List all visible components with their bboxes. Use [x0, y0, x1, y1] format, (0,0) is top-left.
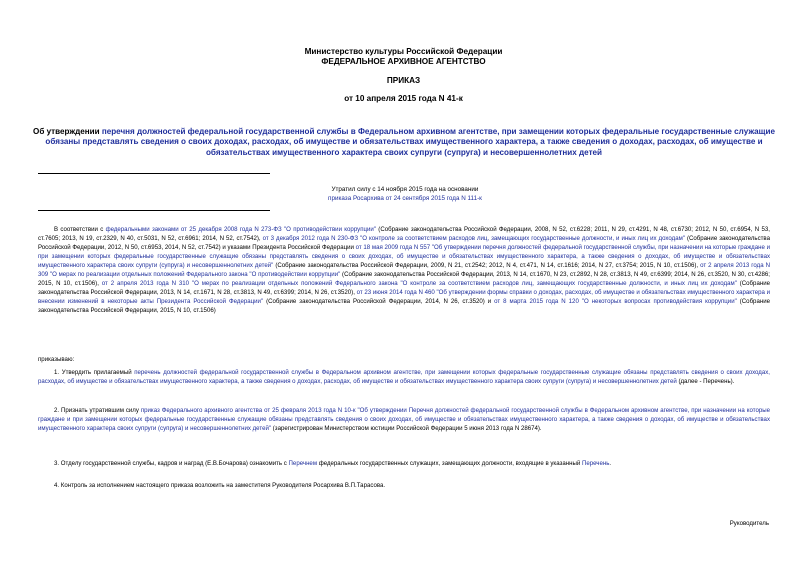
perechen-link[interactable]: перечень должностей федеральной государственной службы в Федеральном архивном агентстве, при замещении которых федеральные государственные служащие обязаны представлять сведения о своих доходах, расходах, об имуществе и обязательствах имущественного характера, а также сведения о доходах, расходах, об имуществе и обязательствах имущественного характера своих супруги (супруга) и несовершеннолетних детей — [38, 369, 770, 385]
preamble-text: (Собрание законодательства Российской Федерации, 2015, N 10, ст.1506) — [38, 298, 770, 314]
law-230-link[interactable]: от 3 декабря 2012 года N 230-ФЗ "О контроле за соответствием расходов лиц, замещающих государственные должности, и иных лиц их доходам" — [262, 235, 685, 242]
item-text: . — [609, 460, 612, 467]
divider-top — [38, 173, 270, 174]
decree-120-link[interactable]: от 8 марта 2015 года N 120 "О некоторых вопросах противодействия коррупции" — [494, 298, 737, 305]
preamble-text: (Собрание законодательства Российской Федерации, 2012, N 50, ст.6953, 2014, N 52, ст.7542) и указами Президента Российской Федерации — [38, 235, 770, 251]
agency-name: ФЕДЕРАЛЬНОЕ АРХИВНОЕ АГЕНТСТВО — [321, 57, 486, 66]
item-1 — [38, 368, 770, 386]
law-273-link[interactable]: федеральными законами от 25 декабря 2008 года N 273-ФЗ "О противодействии коррупции" — [105, 226, 376, 233]
item-text: федеральных государственных служащих, замещающих должности, входящие в указанный — [317, 460, 582, 467]
signature-title: Руководитель — [729, 520, 769, 527]
decree-310-link[interactable]: от 2 апреля 2013 года N 310 "О мерах по реализации отдельных положений Федерального закона "О контроле за соответствием расходов лиц, замещающих государственные должности, и иных лиц их доходам" — [101, 280, 737, 287]
preamble-text: (Собрание законодательства Российской Федерации, 2013, N 14, ст.1670, N 23, ст.2892, N 28, ст.3813, N 49, ст.6399; 2014, N 26, ст.3520, N 30, ст.4286; 2015, N 10, ст.1506), — [38, 271, 770, 287]
item-2 — [38, 406, 770, 433]
repeal-note-text: Утратил силу с 14 ноября 2015 года на основании — [331, 186, 479, 193]
preamble-text: В соответствии с — [54, 226, 106, 233]
repeal-note — [300, 185, 510, 203]
item-text: 1. Утвердить прилагаемый — [54, 369, 135, 376]
perechen-link[interactable]: Перечнем — [288, 460, 318, 467]
order-10k-link[interactable]: приказ Федерального архивного агентства от 25 февраля 2013 года N 10-к "Об утверждении Перечня должностей федеральной государственной службы в Федеральном архивном агентстве, при назначении на которые граждане и при замещении которых федеральные государственные служащие обязаны представлять сведения о своих доходах, об имуществе и обязательствах имущественного характера, а также сведения о доходах, об имуществе и обязательствах имущественного характера своих супруги (супруга) и несовершеннолетних детей" — [38, 407, 770, 432]
item-3 — [38, 459, 770, 468]
doc-title — [24, 127, 784, 158]
doc-date-number: от 10 апреля 2015 года N 41-к — [344, 94, 463, 103]
item-4 — [38, 481, 770, 490]
item-text: 4. Контроль за исполнением настоящего приказа возложить на заместителя Руководителя Росархива В.П.Тарасова. — [54, 482, 386, 489]
item-text: 3. Отделу государственной службы, кадров и наград (Е.В.Бочарова) ознакомить с — [54, 460, 289, 467]
divider-bottom — [38, 210, 270, 211]
decree-309-link[interactable]: от 2 апреля 2013 года N 309 "О мерах по реализации отдельных положений Федерального закона "О противодействии коррупции" — [38, 262, 771, 278]
doc-header — [0, 47, 807, 104]
preamble — [38, 225, 770, 315]
item-text: (далее - Перечень). — [676, 378, 735, 385]
preamble-text: (Собрание законодательства Российской Федерации, 2014, N 26, ст.3520) и — [263, 298, 495, 305]
perechen-link[interactable]: Перечень — [581, 460, 610, 467]
item-text: 2. Признать утратившим силу — [54, 407, 141, 414]
preamble-text: (Собрание законодательства Российской Федерации, 2008, N 52, ст.6228; 2011, N 29, ст.4291, N 48, ст.6730; 2012, N 50, ст.6954, N 53, ст.7605; 2013, N 19, ст.2329, N 40, ст.5031, N 52, ст.6961; 2014, N 52, ст.7542), — [38, 226, 770, 242]
preamble-text: (Собрание законодательства Российской Федерации, 2013, N 14, ст.1671, N 28, ст.3813, N 49, ст.6399; 2014, N 26, ст.3520), — [38, 280, 770, 296]
title-prefix: Об утверждении — [33, 127, 102, 136]
decree-557-link[interactable]: от 18 мая 2009 года N 557 "Об утверждении перечня должностей федеральной государственной службы, при назначении на которые граждане и при замещении которых федеральные государственные служащие обязаны представлять сведения о своих доходах, об имуществе и обязательствах имущественного характера, а также сведения о доходах, об имуществе и обязательствах имущественного характера своих супруги (супруга) и несовершеннолетних детей" — [38, 244, 770, 269]
ministry-name: Министерство культуры Российской Федерации — [304, 47, 503, 56]
preamble-text: (Собрание законодательства Российской Федерации, 2009, N 21, ст.2542; 2012, N 4, ст.471, N 14, ст.1616; 2014, N 27, ст.3754; 2015, N 10, ст.1506), — [273, 262, 701, 269]
prikazyvayu: приказываю: — [38, 356, 75, 363]
doc-type: ПРИКАЗ — [386, 76, 421, 85]
repeal-note-link[interactable]: приказа Росархива от 24 сентября 2015 года N 111-к — [328, 195, 482, 202]
decree-460-link[interactable]: от 23 июня 2014 года N 460 "Об утверждении формы справки о доходах, расходах, об имуществе и обязательствах имущественного характера и внесении изменений в некоторые акты Президента Российской Федерации" — [38, 289, 771, 305]
title-link[interactable]: перечня должностей федеральной государственной службы в Федеральном архивном агентстве, при замещении которых федеральные государственные служащие обязаны представлять сведения о своих доходах, расходах, об имуществе и обязательствах имущественного характера, а также сведения о доходах, расходах, об имуществе и обязательствах имущественного характера своих супруги (супруга) и несовершеннолетних детей — [45, 127, 775, 157]
item-text: (зарегистрирован Министерством юстиции Российской Федерации 5 июня 2013 года N 28674). — [271, 425, 542, 432]
